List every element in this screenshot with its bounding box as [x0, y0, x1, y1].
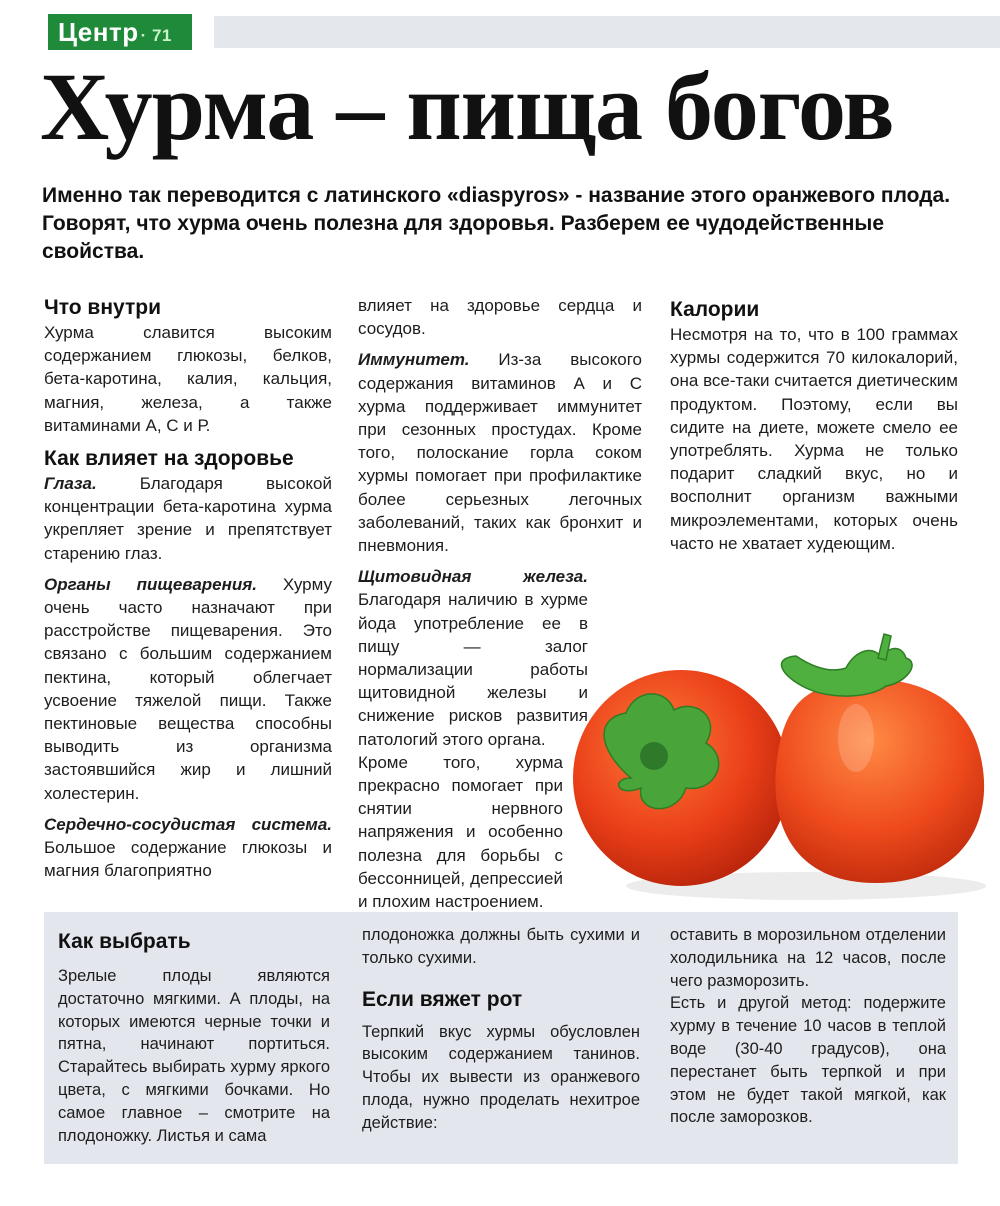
persimmon-right	[775, 679, 984, 883]
paragraph-calories: Несмотря на то, что в 100 граммах хурмы содержится 70 килокалорий, она все-таки считается диетическим продуктом. Поэтому, если вы сидите на диете, можете смело ее употреблять. Хурма не только подарит сладкий вкус, но и восполнит организм важными микроэлементами, которых очень часто не хватает худеющим.	[670, 325, 958, 553]
term-heart: Сердечно-сосудистая система.	[44, 814, 332, 834]
box-column-2	[362, 924, 640, 1135]
persimmon-photo	[556, 628, 1000, 908]
term-digestion: Органы пищеварения.	[44, 574, 257, 594]
article-lead: Именно так переводится с латинского «diaspyros» - название этого оранжевого плода. Говорят, что хурма очень полезна для здоровья. Разберем ее чудодейственные свойства.	[42, 184, 951, 263]
box-column-1	[58, 928, 330, 1147]
paragraph-heart	[44, 813, 332, 883]
term-immunity: Иммунитет.	[358, 350, 470, 370]
paragraph-eyes	[44, 472, 332, 565]
paragraph-inside: Хурма славится высоким содержанием глюкозы, белков, бета-каротина, калия, кальция, магния, железа, а также витаминами А, С и Р.	[44, 323, 332, 435]
text-immunity: Из-за высокого содержания витаминов А и С хурма поддерживает иммунитет при сезонных простудах. Кроме того, полоскание горла соком хурмы помогает при профилактике более серьезных легочных заболеваний, таких как бронхит и пневмония.	[358, 350, 642, 556]
paragraph-choose: Зрелые плоды являются достаточно мягкими. А плоды, на которых имеются черные точки и пятна, начинают портиться. Старайтесь выбирать хурму яркого цвета, с мягкими бочками. Но самое главное – смотрите на плодоножку. Листья и сама	[58, 967, 330, 1145]
persimmon-illustration	[556, 628, 1000, 908]
column-3	[670, 296, 958, 555]
paragraph-thyroid	[358, 565, 588, 751]
term-thyroid: Щитовидная железа.	[358, 567, 588, 587]
article-title: Хурма – пища богов	[40, 53, 894, 160]
text-heart: Большое содержание глюкозы и магния благоприятно	[44, 838, 332, 881]
heading-calories: Калории	[670, 298, 760, 321]
column-1	[44, 294, 332, 882]
text-thyroid: Благодаря наличию в хурме йода употребление ее в пищу — залог нормализации работы щитовидной железы и снижение рисков развития патологий этого органа.	[358, 590, 588, 749]
badge-label: Центр	[58, 17, 139, 47]
paragraph-digestion	[44, 573, 332, 805]
heading-inside: Что внутри	[44, 296, 161, 319]
section-badge	[48, 14, 192, 50]
box-column-3	[670, 924, 946, 1129]
paragraph-immunity	[358, 348, 642, 557]
paragraph-other-method: Есть и другой метод: подержите хурму в течение 10 часов в теплой воде (30-40 градусов), она перестанет быть терпкой и при этом не будет такой мягкой, как после заморозков.	[670, 994, 946, 1127]
paragraph-nerves: Кроме того, хурма прекрасно помогает при снятии нервного напряжения и особенно полезна для борьбы с бессонницей, депрессией и плохим настроением.	[358, 752, 563, 912]
paragraph-choose-continued: плодоножка должны быть сухими и только сухими.	[362, 926, 640, 967]
text-digestion: Хурму очень часто назначают при расстройстве пищеварения. Это связано с большим содержанием пектина, который облегчает усвоение тяжелой пищи. Также пектиновые вещества способны выводить из организма застоявшийся жир и лишний холестерин.	[44, 574, 332, 803]
text-eyes: Благодаря высокой концентрации бета-каротина хурма укрепляет зрение и препятствует старению глаз.	[44, 474, 332, 563]
heading-choose: Как выбрать	[58, 930, 191, 953]
badge-number: · 71	[140, 26, 172, 45]
paragraph-astringent-continued: оставить в морозильном отделении холодильника на 12 часов, после чего разморозить.	[670, 926, 946, 990]
paragraph-heart-continued: влияет на здоровье сердца и сосудов.	[358, 296, 642, 339]
header-bar	[214, 16, 1000, 48]
heading-astringent: Если вяжет рот	[362, 987, 523, 1011]
heading-health: Как влияет на здоровье	[44, 447, 294, 471]
paragraph-astringent: Терпкий вкус хурмы обусловлен высоким содержанием танинов. Чтобы их вывести из оранжевого плода, нужно проделать нехитрое действие:	[362, 1022, 640, 1132]
term-eyes: Глаза.	[44, 474, 97, 494]
